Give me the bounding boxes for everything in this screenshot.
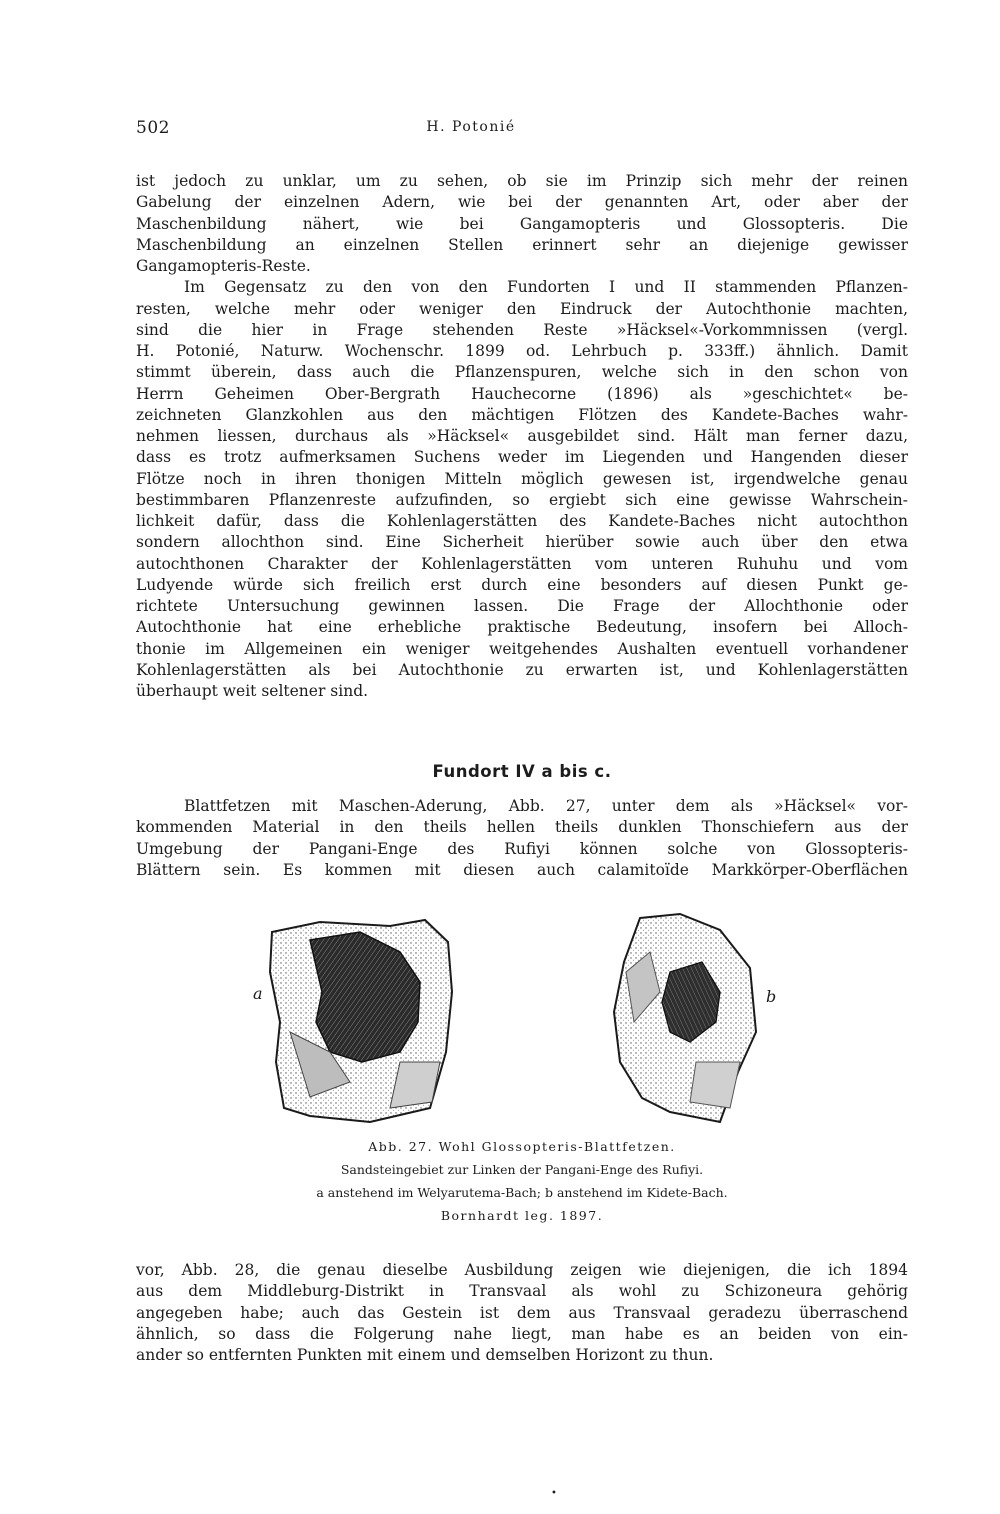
footer-mark: • (551, 1488, 557, 1499)
text-line: ähnlich, so dass die Folgerung nahe liegt, man habe es an beiden von ein- (136, 1324, 908, 1343)
figure-label-b: b (766, 987, 777, 1006)
text-line: angegeben habe; auch das Gestein ist dem aus Transvaal geradezu überraschend (136, 1303, 908, 1322)
figure-caption (136, 1135, 908, 1227)
text-line: Maschenbildung nähert, wie bei Gangamopteris und Glossopteris. Die (136, 214, 908, 233)
text-line: stimmt überein, dass auch die Pflanzenspuren, welche sich in den schon von (136, 363, 908, 382)
text-line: kommenden Material in den theils hellen theils dunklen Thonschiefern aus der (136, 818, 908, 837)
text-line: Gabelung der einzelnen Adern, wie bei der genannten Art, oder aber der (136, 193, 908, 212)
caption-line: Sandsteingebiet zur Linken der Pangani-Enge des Rufiyi. (340, 1162, 704, 1177)
paragraph-mid (136, 796, 908, 881)
text-line: Kohlenlagerstätten als bei Autochthonie zu erwarten ist, und Kohlenlagerstätten (136, 660, 908, 679)
text-line: ander so entfernten Punkten mit einem und demselben Horizont zu thun. (136, 1346, 714, 1364)
caption-title: Abb. 27. Wohl Glossopteris-Blattfetzen. (368, 1139, 676, 1154)
text-line: Autochthonie hat eine erhebliche praktische Bedeutung, insofern bei Alloch- (136, 618, 908, 637)
text-line: ist jedoch zu unklar, um zu sehen, ob sie im Prinzip sich mehr der reinen (136, 172, 908, 190)
figure-27 (250, 912, 790, 1130)
text-line: Flötze noch in ihren thonigen Mitteln möglich gewesen ist, irgendwelche genau (136, 469, 908, 488)
text-line: Umgebung der Pangani-Enge des Rufiyi können solche von Glossopteris- (136, 839, 908, 858)
figure-label-a: a (253, 984, 263, 1003)
text-line: nehmen liessen, durchaus als »Häcksel« ausgebildet sind. Hält man ferner dazu, (136, 427, 908, 445)
text-line: zeichneten Glanzkohlen aus den mächtigen Flötzen des Kandete-Baches wahr- (136, 405, 908, 424)
text-line: vor, Abb. 28, die genau dieselbe Ausbildung zeigen wie diejenigen, die ich 1894 (136, 1261, 908, 1279)
section-heading: Fundort IV a bis c. (432, 762, 612, 781)
text-line: Herrn Geheimen Ober-Bergrath Hauchecorne (1896) als »geschichtet« be- (136, 384, 908, 403)
text-line: Ludyende würde sich freilich erst durch eine besonders auf diesen Punkt ge- (136, 575, 908, 594)
caption-line: a anstehend im Welyarutema-Bach; b anstehend im Kidete-Bach. (316, 1185, 728, 1200)
caption-collector: Bornhardt leg. 1897. (440, 1208, 604, 1223)
page-number: 502 (136, 118, 170, 138)
paragraph-top (136, 171, 908, 702)
specimen-b (614, 914, 756, 1122)
text-line: autochthonen Charakter der Kohlenlagerstätten vom unteren Ruhuhu und vom (136, 554, 908, 573)
text-line: bestimmbaren Pflanzenreste aufzufinden, so ergiebt sich eine gewisse Wahrschein- (136, 490, 908, 509)
text-line: resten, welche mehr oder weniger den Eindruck der Autochthonie machten, (136, 299, 908, 318)
running-head (136, 118, 906, 142)
text-line: aus dem Middleburg-Distrikt in Transvaal als wohl zu Schizoneura gehörig (136, 1282, 908, 1301)
text-line: lichkeit dafür, dass die Kohlenlagerstätten des Kandete-Baches nicht autochthon (136, 512, 908, 530)
text-line: Blattfetzen mit Maschen-Aderung, Abb. 27, unter dem als »Häcksel« vor- (184, 797, 908, 815)
specimen-a (270, 920, 452, 1122)
text-line: überhaupt weit seltener sind. (136, 682, 369, 700)
text-line: Im Gegensatz zu den von den Fundorten I und II stammenden Pflanzen- (184, 278, 908, 297)
text-line: thonie im Allgemeinen ein weniger weitgehendes Aushalten eventuell vorhandener (136, 639, 908, 658)
text-line: richtete Untersuchung gewinnen lassen. Die Frage der Allochthonie oder (136, 597, 908, 615)
text-line: H. Potonié, Naturw. Wochenschr. 1899 od. Lehrbuch p. 333ff.) ähnlich. Damit (136, 342, 908, 360)
text-line: Gangamopteris-Reste. (136, 257, 311, 275)
paragraph-bottom (136, 1260, 908, 1366)
fossil-illustration (250, 912, 790, 1130)
text-line: Maschenbildung an einzelnen Stellen erinnert sehr an diejenige gewisser (136, 235, 908, 254)
running-head-author: H. Potonié (426, 119, 516, 135)
text-line: dass es trotz aufmerksamen Suchens weder im Liegenden und Hangenden dieser (136, 448, 908, 467)
text-line: sondern allochthon sind. Eine Sicherheit hierüber sowie auch über den etwa (136, 533, 908, 552)
text-line: Blättern sein. Es kommen mit diesen auch calamitoïde Markkörper-Oberflächen (136, 860, 908, 879)
text-line: sind die hier in Frage stehenden Reste »Häcksel«-Vorkommnissen (vergl. (136, 320, 908, 339)
